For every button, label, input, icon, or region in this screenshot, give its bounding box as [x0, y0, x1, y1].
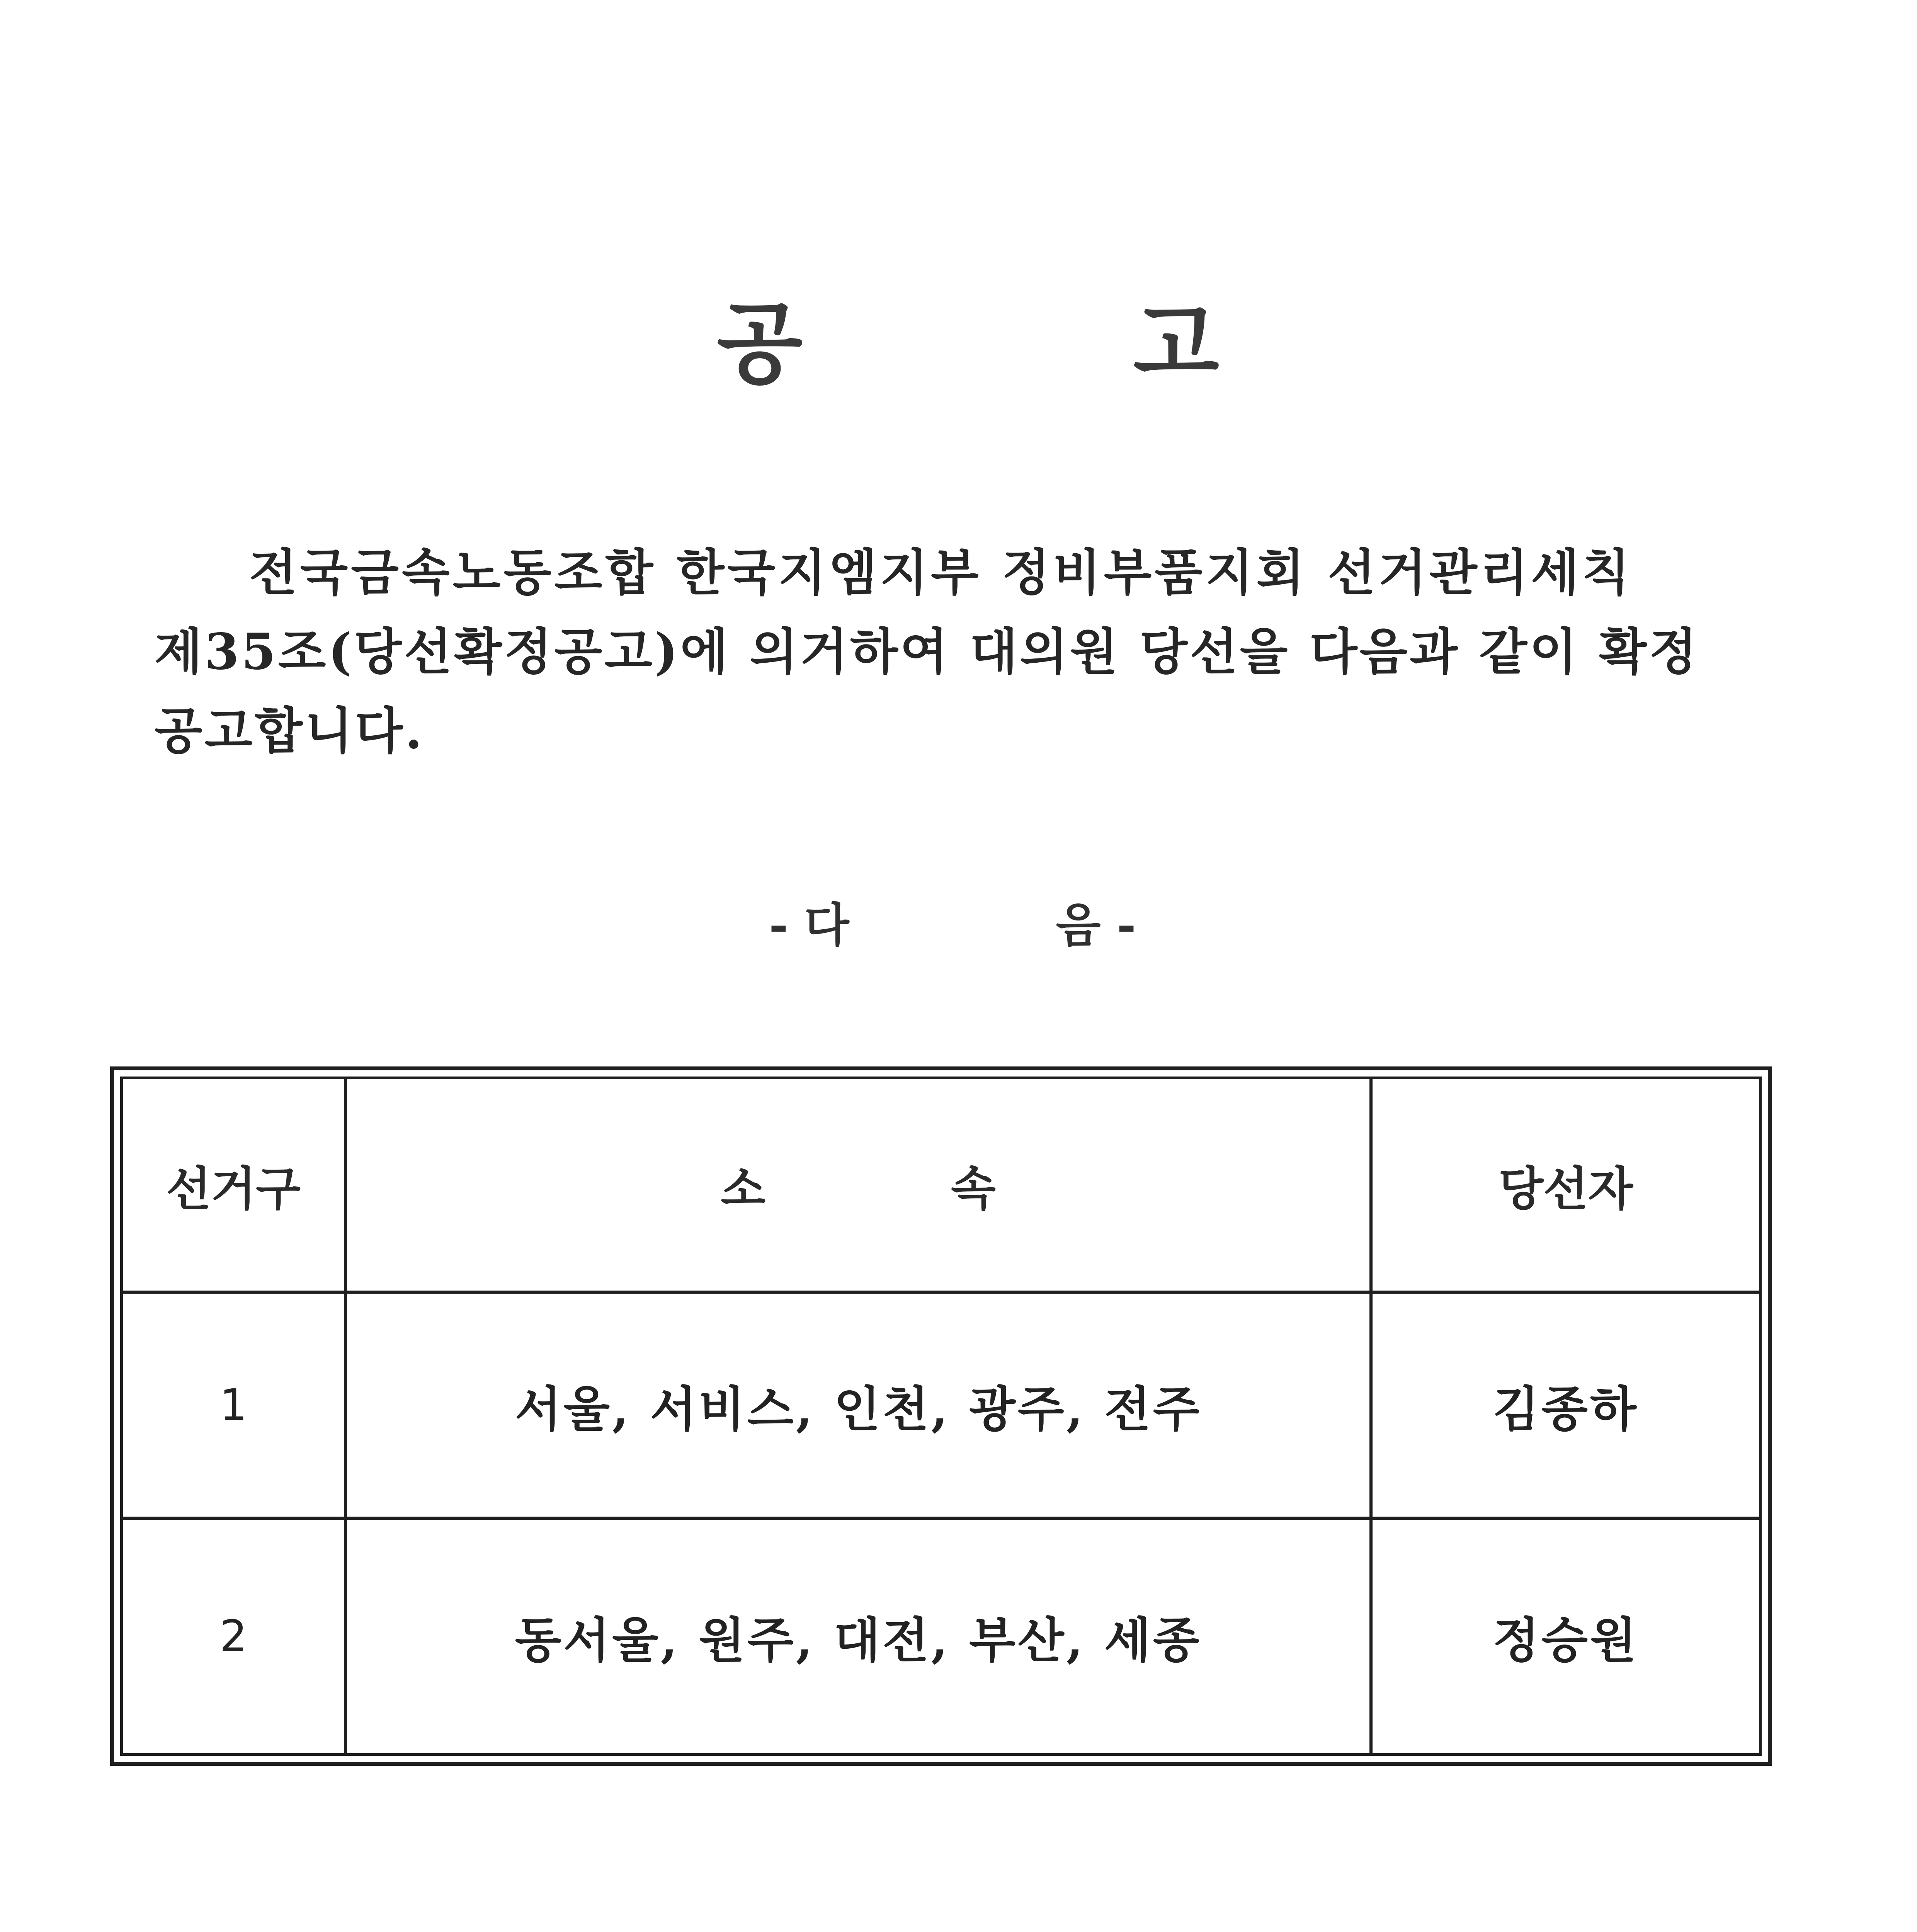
- header-affiliation-b: 속: [951, 1161, 996, 1216]
- subheading-following: [769, 885, 1136, 958]
- title-char-1: 공: [717, 291, 803, 396]
- body-line-3: 공고합니다.: [155, 702, 425, 760]
- body-line-1: 전국금속노동조합 한국지엠지부 정비부품지회 선거관리세칙: [249, 544, 1633, 602]
- row-2-winner: 정승원: [1493, 1612, 1639, 1668]
- body-line-2: 제35조(당선확정공고)에 의거하여 대의원 당선을 다음과 같이 확정: [155, 623, 1699, 681]
- header-affiliation-a: 소: [721, 1161, 765, 1216]
- header-winner: 당선자: [1373, 1079, 1759, 1294]
- notice-body: [155, 533, 1778, 771]
- row-2-district: 2: [123, 1520, 347, 1753]
- subheading-left: - 다: [769, 898, 849, 952]
- subheading-right: 음 -: [1056, 898, 1136, 952]
- title-char-2: 고: [1133, 291, 1219, 396]
- header-district: 선거구: [123, 1079, 347, 1294]
- row-2-affiliation: 동서울, 원주, 대전, 부산, 세종: [347, 1520, 1373, 1753]
- row-1-winner: 김종하: [1373, 1294, 1759, 1520]
- notice-title: [717, 270, 1219, 402]
- row-1-affiliation: 서울, 서비스, 인천, 광주, 전주: [347, 1294, 1373, 1520]
- row-1-district: 1: [123, 1294, 347, 1520]
- results-table: [110, 1066, 1772, 1766]
- header-affiliation: [347, 1079, 1373, 1294]
- results-table-grid: [120, 1077, 1762, 1756]
